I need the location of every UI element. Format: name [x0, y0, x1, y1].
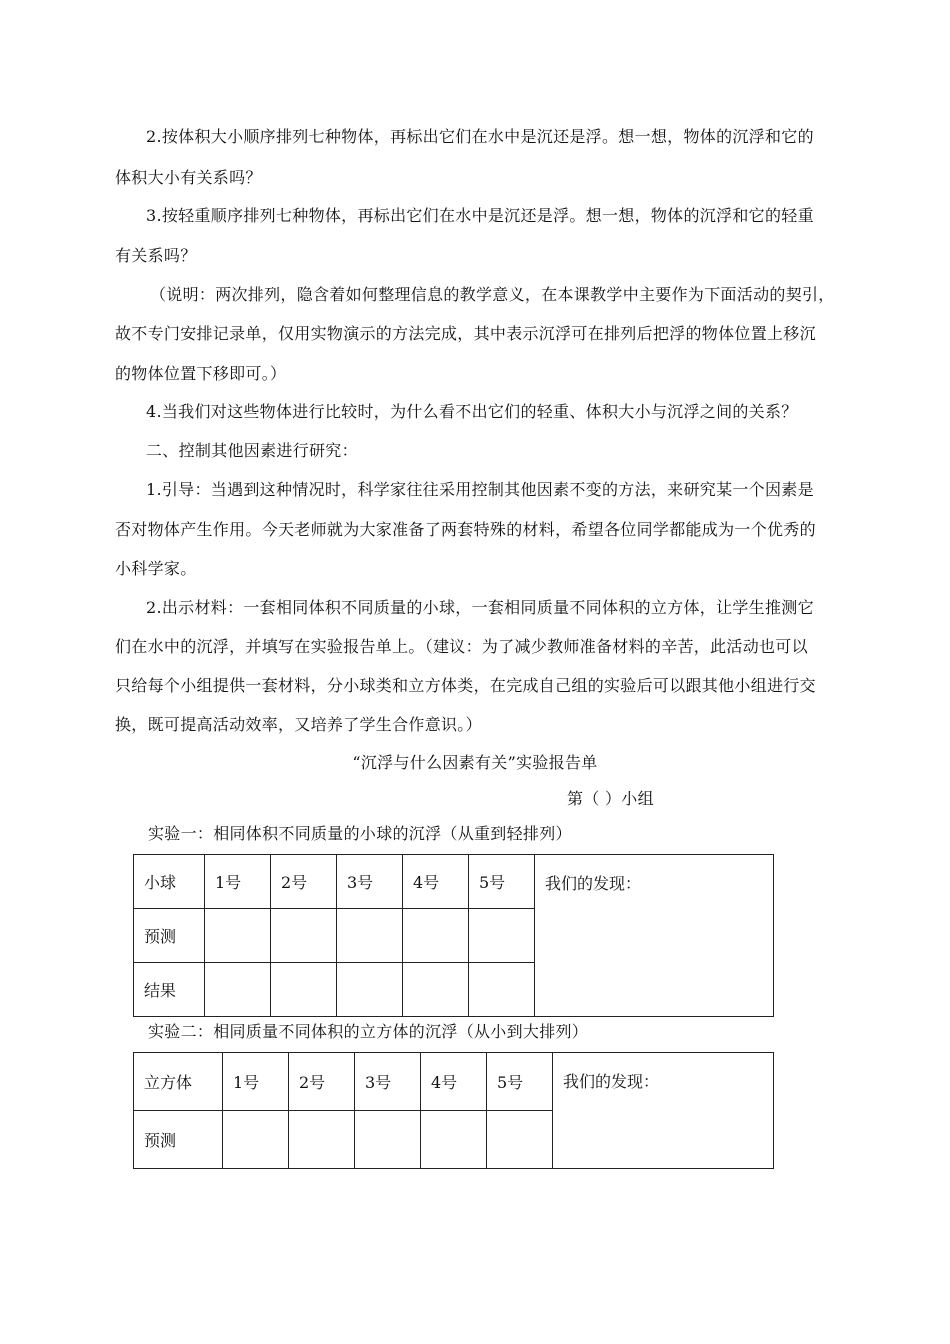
paragraph-line: 小科学家。 — [115, 559, 197, 578]
table-header-cell: 1号 — [223, 1053, 289, 1111]
paragraph-line: 4.当我们对这些物体进行比较时，为什么看不出它们的轻重、体积大小与沉浮之间的关系？ — [146, 402, 798, 421]
row-label: 结果 — [134, 963, 205, 1017]
blank-cell — [469, 909, 535, 963]
blank-cell — [205, 963, 271, 1017]
exp1-table — [133, 854, 774, 1017]
exp2-table — [133, 1052, 774, 1169]
blank-cell — [205, 909, 271, 963]
table-header-cell: 2号 — [271, 855, 337, 909]
paragraph-line: 体积大小有关系吗？ — [115, 168, 262, 187]
report-title: “沉浮与什么因素有关”实验报告单 — [352, 753, 598, 772]
paragraph-line: （说明：两次排列，隐含着如何整理信息的教学意义，在本课教学中主要作为下面活动的契引， — [150, 285, 835, 304]
section-heading: 二、控制其他因素进行研究： — [146, 441, 358, 460]
paragraph-line: 只给每个小组提供一套材料，分小球类和立方体类，在完成自己组的实验后可以跟其他小组进行交 — [115, 676, 816, 695]
blank-cell — [403, 909, 469, 963]
paragraph-line: 3.按轻重顺序排列七种物体，再标出它们在水中是沉还是浮。想一想，物体的沉浮和它的轻重 — [146, 206, 814, 225]
table-header-cell: 3号 — [355, 1053, 421, 1111]
findings-cell: 我们的发现： — [553, 1053, 774, 1169]
findings-cell: 我们的发现： — [535, 855, 774, 1017]
table-header-cell: 2号 — [289, 1053, 355, 1111]
blank-cell — [337, 963, 403, 1017]
blank-cell — [487, 1111, 553, 1169]
blank-cell — [289, 1111, 355, 1169]
exp1-caption: 实验一：相同体积不同质量的小球的沉浮（从重到轻排列） — [148, 824, 572, 843]
blank-cell — [223, 1111, 289, 1169]
row-label: 预测 — [134, 1111, 223, 1169]
row-label: 预测 — [134, 909, 205, 963]
table-header-cell: 小球 — [134, 855, 205, 909]
blank-cell — [355, 1111, 421, 1169]
exp2-caption: 实验二：相同质量不同体积的立方体的沉浮（从小到大排列） — [148, 1022, 589, 1041]
paragraph-line: 1.引导：当遇到这种情况时，科学家往往采用控制其他因素不变的方法，来研究某一个因素是 — [146, 480, 814, 499]
paragraph-line: 的物体位置下移即可。） — [115, 364, 287, 383]
blank-cell — [403, 963, 469, 1017]
table-header-cell: 4号 — [403, 855, 469, 909]
table-header-cell: 3号 — [337, 855, 403, 909]
paragraph-line: 否对物体产生作用。今天老师就为大家准备了两套特殊的材料，希望各位同学都能成为一个优秀的 — [115, 520, 816, 539]
group-label: 第（ ）小组 — [567, 789, 654, 808]
paragraph-line: 有关系吗？ — [115, 246, 197, 265]
blank-cell — [271, 963, 337, 1017]
blank-cell — [469, 963, 535, 1017]
paragraph-line: 换，既可提高活动效率，又培养了学生合作意识。） — [115, 715, 482, 734]
paragraph-line: 们在水中的沉浮，并填写在实验报告单上。（建议：为了减少教师准备材料的辛苦，此活动也可以 — [115, 637, 808, 656]
table-header-cell: 4号 — [421, 1053, 487, 1111]
paragraph-line: 故不专门安排记录单，仅用实物演示的方法完成，其中表示沉浮可在排列后把浮的物体位置上移沉 — [115, 324, 816, 343]
blank-cell — [421, 1111, 487, 1169]
paragraph-line: 2.按体积大小顺序排列七种物体，再标出它们在水中是沉还是浮。想一想，物体的沉浮和它的 — [146, 127, 814, 146]
table-header-cell: 5号 — [469, 855, 535, 909]
table-header-cell: 5号 — [487, 1053, 553, 1111]
table-header-cell: 立方体 — [134, 1053, 223, 1111]
paragraph-line: 2.出示材料：一套相同体积不同质量的小球，一套相同质量不同体积的立方体，让学生推测它 — [146, 598, 814, 617]
blank-cell — [271, 909, 337, 963]
table-header-cell: 1号 — [205, 855, 271, 909]
blank-cell — [337, 909, 403, 963]
